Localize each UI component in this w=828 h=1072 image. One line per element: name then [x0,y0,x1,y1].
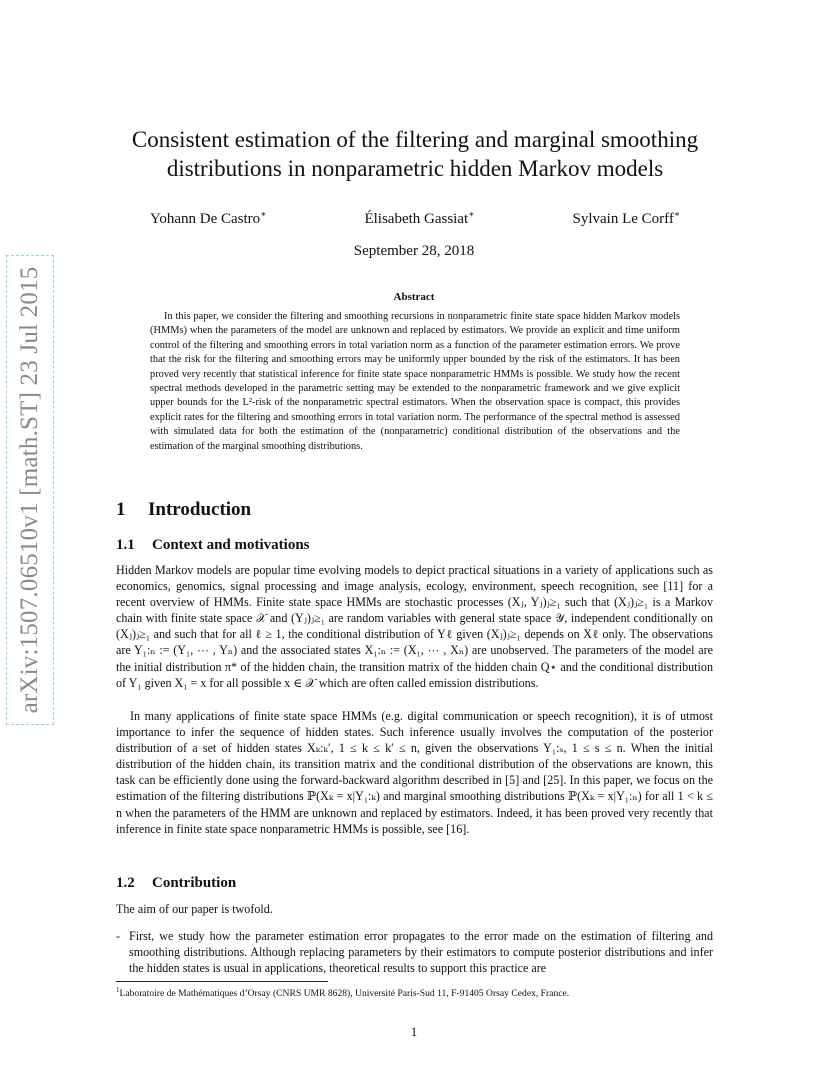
arxiv-identifier: arXiv:1507.06510v1 [math.ST] 23 Jul 2015 [16,266,43,714]
title-line-2: distributions in nonparametric hidden Markov models [166,156,664,181]
footnote-rule [116,981,328,982]
subsection-heading-contribution [116,875,236,892]
bullet-text: First, we study how the parameter estimation error propagates to the error made on the estimation of filtering and smoothing distributions. Although replacing parameters by their estimators to compute posterior distributions and infer the hidden states is usual in applications, theoretical results to support this practice are [129,929,713,976]
paper-title [110,125,720,183]
subsection-title: Context and motivations [152,537,310,553]
paragraph-inference: In many applications of finite state space HMMs (e.g. digital communication or speech recognition), it is of utmost importance to infer the sequence of hidden states. Such inference usually involves the computation of the posterior distribution of a set of hidden states Xₖ:ₖ′, 1 ≤ k ≤ k′ ≤ n, given the observations Y₁:ₛ, 1 ≤ s ≤ n. When the initial distribution of the hidden chain, its transition matrix and the conditional distribution of the observations are known, this task can be efficiently done using the forward-backward algorithm described in [5] and [25]. In this paper, we focus on the estimation of the filtering distributions ℙ(Xₖ = x|Y₁:ₖ) and marginal smoothing distributions ℙ(Xₖ = x|Y₁:ₙ) for all 1 < k ≤ n when the parameters of the HMM are unknown and replaced by estimators. Indeed, it has been proved very recently that inference in finite state space nonparametric HMMs is possible, see [16]. [116,709,713,836]
footnote [116,986,569,999]
author: Yohann De Castro∗ [150,209,267,227]
subsection-heading-context [116,537,310,554]
abstract-text: In this paper, we consider the filtering and smoothing recursions in nonparametric finite state space hidden Markov models (HMMs) when the parameters of the model are unknown and replaced by estimators. We provide an explicit and time uniform control of the filtering and smoothing errors in total variation norm as a function of the parameter estimation errors. We prove that the risk for the filtering and smoothing errors may be uniformly upper bounded by the risk of the estimators. It has been proved very recently that statistical inference for finite state space nonparametric HMMs is possible. We study how the recent spectral methods developed in the parametric setting may be extended to the nonparametric framework and we give explicit upper bounds for the L²-risk of the nonparametric spectral estimators. When the observation space is compact, this provides explicit rates for the filtering and smoothing errors in total variation norm. The performance of the spectral method is assessed with simulated data for both the estimation of the (nonparametric) conditional distribution of the observations and the estimation of the marginal smoothing distributions. [150,311,680,452]
author: Élisabeth Gassiat∗ [364,209,475,227]
author: Sylvain Le Corff∗ [572,209,680,227]
paper-date: September 28, 2018 [353,243,475,259]
subsection-number: 1.1 [116,537,135,553]
section-title: Introduction [148,499,252,520]
subsection-number: 1.2 [116,875,135,891]
footnote-text: Laboratoire de Mathématiques d’Orsay (CNRS UMR 8628), Université Paris-Sud 11, F-91405 Orsay Cedex, France. [119,988,570,1000]
arxiv-side-stamp [6,255,54,725]
page-number: 1 [410,1024,418,1039]
subsection-title: Contribution [152,875,237,891]
abstract-heading: Abstract [393,291,435,303]
footnote-mark: 1 [116,986,120,994]
section-heading-introduction [116,499,251,521]
contribution-bullet [116,928,713,976]
paragraph-context: Hidden Markov models are popular time evolving models to depict practical situations in a variety of applications such as economics, genomics, signal processing and image analysis, ecology, environment, speech recognition, see [11] for a recent overview of HMMs. Finite state space HMMs are stochastic processes (Xⱼ, Yⱼ)ⱼ≥₁ such that (Xⱼ)ⱼ≥₁ is a Markov chain with finite state space 𝒳 and (Yⱼ)ⱼ≥₁ are random variables with general state space 𝒴, independent conditionally on (Xⱼ)ⱼ≥₁ and such that for all ℓ ≥ 1, the conditional distribution of Yℓ given (Xⱼ)ⱼ≥₁ depends on Xℓ only. The observations are Y₁:ₙ := (Y₁, ⋯ , Yₙ) and the associated states X₁:ₙ := (X₁, ⋯ , Xₙ) are unobserved. The parameters of the model are the initial distribution π* of the hidden chain, the transition matrix of the hidden chain Q⋆ and the conditional distribution of Y₁ given X₁ = x for all possible x ∈ 𝒳 which are often called emission distributions. [116,563,713,690]
bullet-mark: - [116,929,121,943]
aim-sentence: The aim of our paper is twofold. [116,902,273,916]
title-line-1: Consistent estimation of the filtering and marginal smoothing [131,127,699,152]
author-list [150,209,680,228]
section-number: 1 [116,499,126,520]
